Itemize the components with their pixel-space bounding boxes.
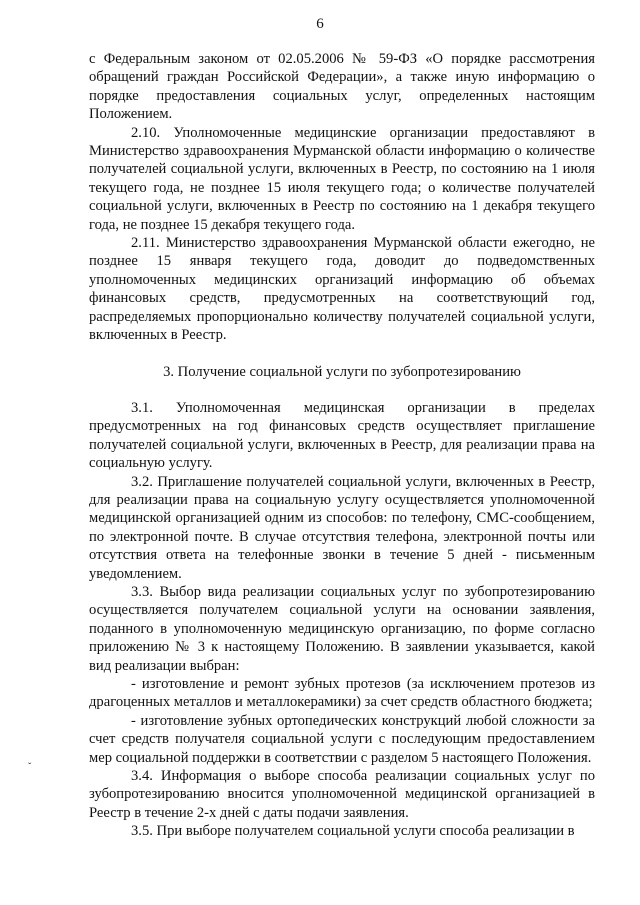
list-item-3-3-b: - изготовление зубных ортопедических конструкций любой сложности за счет средств получателя социальной услуги с последующим предоставлением мер социальной поддержки в соответствии с разделом 5 настоящего Положения. (89, 712, 595, 766)
paragraph-3-5: 3.5. При выборе получателем социальной услуги способа реализации в (131, 823, 575, 840)
list-item-3-3-a: - изготовление и ремонт зубных протезов (за исключением протезов из драгоценных металлов и металлокерамики) за счет средств областного бюджета; (89, 676, 595, 711)
paragraph-3-3: 3.3. Выбор вида реализации социальных услуг по зубопротезированию осуществляется получателем социальной услуги на основании заявления, поданного в уполномоченную медицинскую организацию, по форме согласно приложению № 3 к настоящему Положению. В заявлении указывается, какой вид реализации выбран: (89, 583, 595, 674)
document-body (89, 50, 595, 841)
paragraph-3-1: 3.1. Уполномоченная медицинская организации в пределах предусмотренных на год финансовых средств осуществляет приглашение получателей социальной услуги, включенных в Реестр, для реализации права на социальную услугу. (89, 399, 595, 472)
paragraph-3-4: 3.4. Информация о выборе способа реализации социальных услуг по зубопротезированию вносится уполномоченной медицинской организацией в Реестр в течение 2-х дней с даты подачи заявления. (89, 768, 595, 821)
paragraph-continuation: с Федеральным законом от 02.05.2006 № 59-ФЗ «О порядке рассмотрения обращений граждан Российской Федерации», а также иную информацию о порядке предоставления социальных услуг, определенных настоящим Положением. (89, 51, 595, 123)
paragraph-2-11: 2.11. Министерство здравоохранения Мурманской области ежегодно, не позднее 15 января текущего года, доводит до подведомственных уполномоченных медицинских организаций информацию об объемах финансовых средств, предусмотренных на соответствующий год, распределяемых пропорционально количеству получателей социальной услуги, включенных в Реестр. (89, 235, 595, 344)
section-3-title: 3. Получение социальной услуги по зубопротезированию (163, 363, 521, 380)
scan-mark: ˇ (28, 762, 32, 773)
paragraph-2-10: 2.10. Уполномоченные медицинские организации предоставляют в Министерство здравоохранения Мурманской области информацию о количестве получателей социальной услуги, включенных в Реестр, по состоянию на 1 июля текущего года, не позднее 15 июля текущего года; о количестве получателей социальной услуги, включенных в Реестр по состоянию на 1 декабря текущего года, не позднее 15 декабря текущего года. (89, 124, 595, 233)
paragraph-3-2: 3.2. Приглашение получателей социальной услуги, включенных в Реестр, для реализации права на социальную услугу осуществляется уполномоченной медицинской организацией одним из способов: по телефону, СМС-сообщением, по электронной почте. В случае отсутствия телефона, электронной почты или отсутствия ответа на телефонные звонки в течение 5 дней - письменным уведомлением. (89, 473, 595, 582)
page-number: 6 (316, 16, 324, 32)
